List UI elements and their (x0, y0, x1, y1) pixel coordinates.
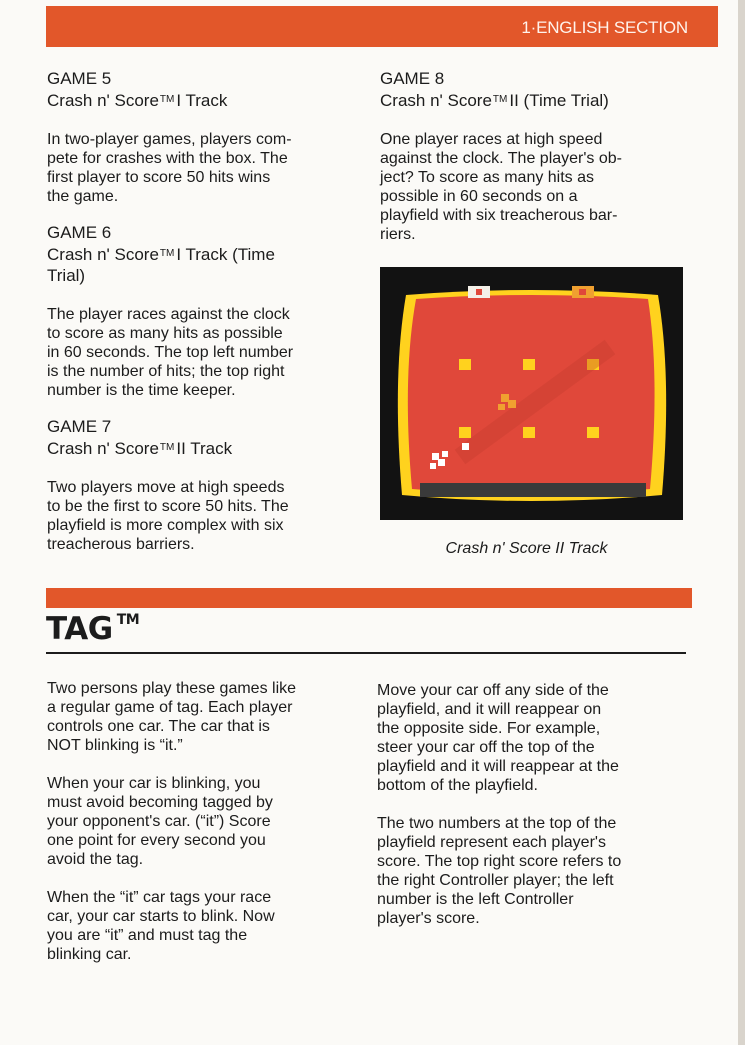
trademark: TM (159, 94, 175, 105)
section-divider-bar (46, 588, 692, 608)
trademark: TM (159, 442, 175, 453)
game-number: GAME 5 (47, 69, 112, 88)
trademark: TM (159, 248, 175, 259)
game-title-track: II Track (176, 439, 233, 458)
tag-section-title (46, 611, 139, 647)
right-column (380, 68, 680, 260)
game-8-block (380, 68, 680, 244)
tag-title-text: TAG (46, 611, 113, 647)
figure-caption: Crash n' Score II Track (445, 540, 608, 557)
section-header-bar (46, 6, 718, 47)
tag-left-column (47, 679, 352, 983)
tag-right-column (377, 681, 687, 947)
game-title-name: Crash n' Score (47, 91, 159, 110)
tag-paragraph: When the “it” car tags your race car, your car starts to blink. Now you are “it” and must tag the blinking car. (47, 889, 275, 963)
game-title (47, 437, 347, 459)
score-left-digit (476, 289, 482, 295)
barrier (459, 427, 471, 438)
game-title-track: II (Time Trial) (509, 91, 609, 110)
game-number: GAME 8 (380, 69, 445, 88)
barrier (523, 427, 535, 438)
barrier (587, 427, 599, 438)
left-column (47, 68, 347, 570)
game-description: Two players move at high speeds to be the first to score 50 hits. The playfield is more complex with six treacherous barriers. (47, 479, 289, 553)
game-number: GAME 6 (47, 223, 112, 242)
playfield-image (380, 267, 683, 520)
game-description: In two-player games, players com- pete for crashes with the box. The first player to score 50 hits wins the game. (47, 131, 292, 205)
game-5-block (47, 68, 347, 206)
game-number: GAME 7 (47, 417, 112, 436)
title-underline (46, 652, 686, 654)
game-screenshot (380, 267, 683, 520)
tag-paragraph: Two persons play these games like a regular game of tag. Each player controls one car. The car that is NOT blinking is “it.” (47, 680, 297, 754)
tag-paragraph: When your car is blinking, you must avoid becoming tagged by your opponent's car. (“it”) Score one point for every second you avoid the tag. (47, 775, 273, 868)
game-title-name: Crash n' Score (380, 91, 492, 110)
game-title-name: Crash n' Score (47, 439, 159, 458)
game-6-block (47, 222, 347, 400)
game-title-name: Crash n' Score (47, 245, 159, 264)
game-title (47, 89, 347, 111)
trademark: TM (492, 94, 508, 105)
tag-paragraph: Move your car off any side of the playfield, and it will reappear on the opposite side. For example, steer your car off the top of the playfield and it will reappear at the bottom of the playfield. (377, 682, 619, 794)
game-title-track: I Track (Time Trial) (47, 245, 275, 285)
barrier (523, 359, 535, 370)
playfield-bottom-band (420, 483, 646, 497)
game-7-block (47, 416, 347, 554)
page-edge (738, 0, 745, 1045)
barrier (459, 359, 471, 370)
score-right-digit (579, 289, 586, 295)
game-description: The player races against the clock to score as many hits as possible in 60 seconds. The top left number is the number of hits; the top right number is the time keeper. (47, 306, 294, 399)
trademark: TM (116, 612, 140, 628)
section-label: 1·ENGLISH SECTION (521, 18, 688, 37)
game-title-track: I Track (176, 91, 228, 110)
tag-paragraph: The two numbers at the top of the playfield represent each player's score. The top right score refers to the right Controller player; the left number is the left Controller player's score. (377, 815, 622, 927)
game-title (47, 243, 347, 286)
game-title (380, 89, 680, 111)
game-description: One player races at high speed against the clock. The player's ob- ject? To score as many hits as possible in 60 seconds on a playfield with six treacherous bar- riers. (380, 131, 622, 243)
